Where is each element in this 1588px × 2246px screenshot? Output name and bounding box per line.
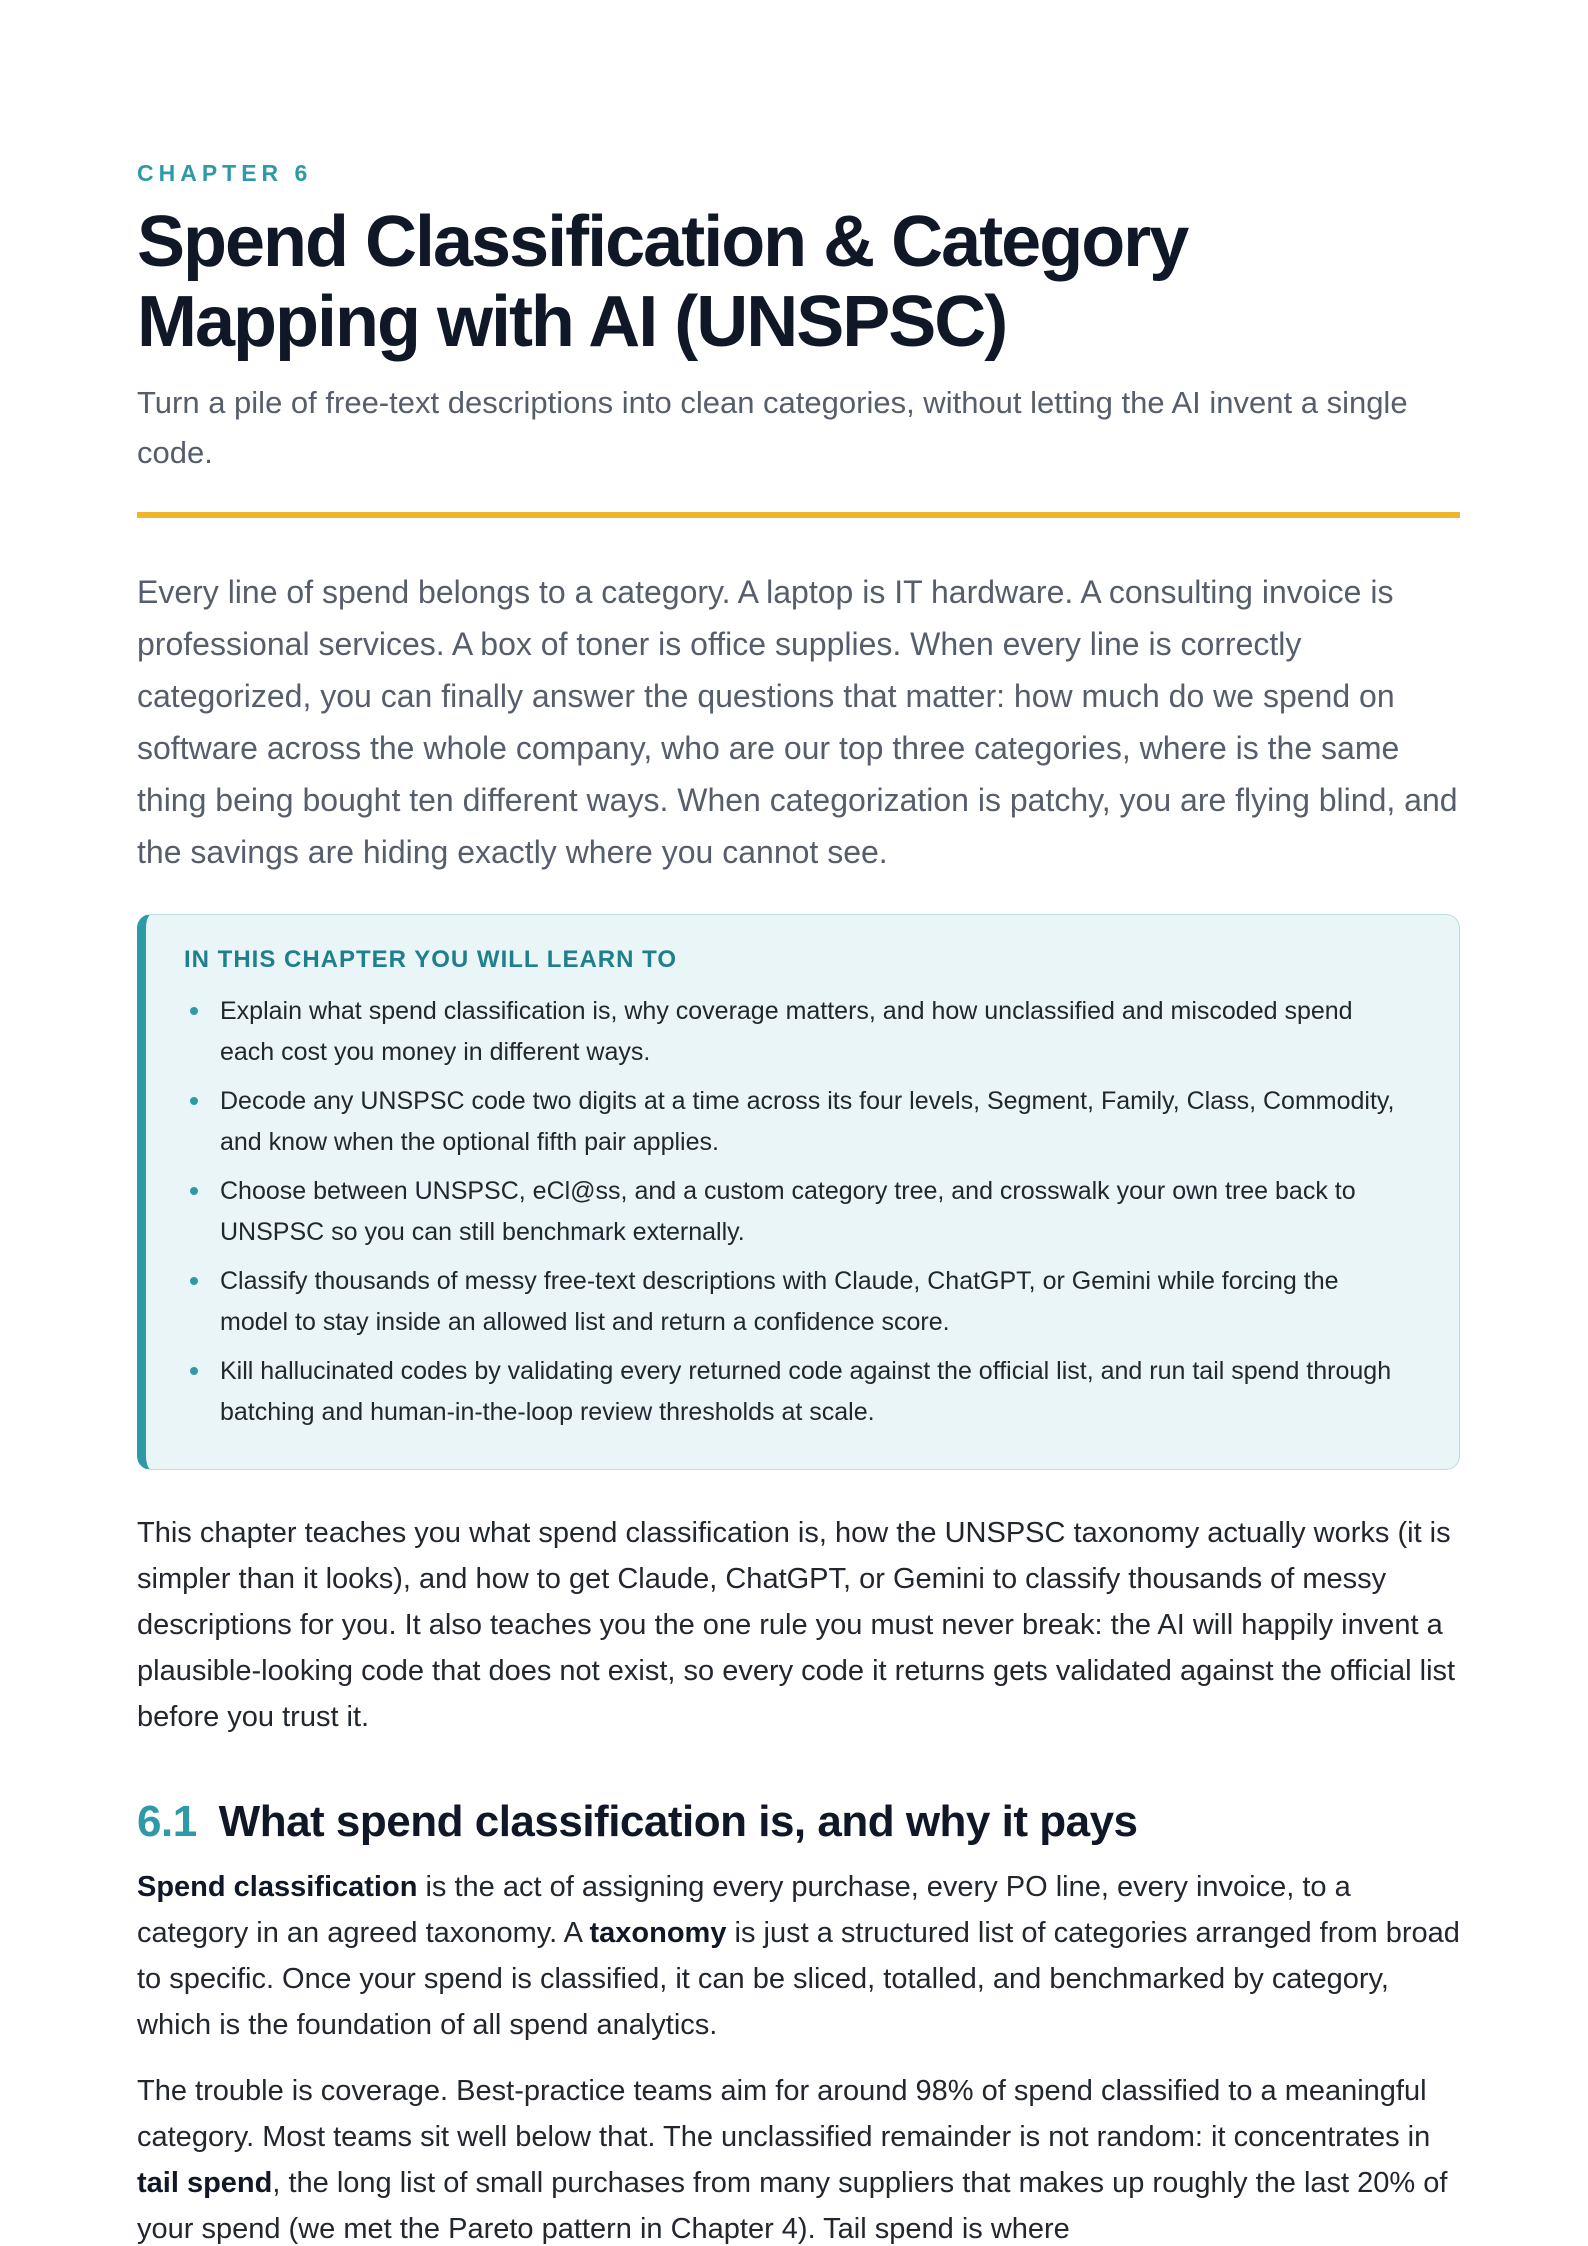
term-taxonomy: taxonomy: [589, 1917, 727, 1949]
objective-text: Classify thousands of messy free-text descriptions with Claude, ChatGPT, or Gemini while forcing the model to stay inside an allowed list and return a confidence score.: [220, 1267, 1339, 1336]
callout-heading: IN THIS CHAPTER YOU WILL LEARN TO: [184, 946, 678, 973]
bullet-icon: [190, 1187, 198, 1195]
term-spend-classification: Spend classification: [137, 1871, 418, 1903]
lead-paragraph: Every line of spend belongs to a category. A laptop is IT hardware. A consulting invoice is professional services. A box of toner is office supplies. When every line is correctly categorized, you can finally answer the questions that matter: how much do we spend on software across the whole company, who are our top three categories, where is the same thing being bought ten different ways. When categorization is patchy, you are flying blind, and the savings are hiding exactly where you cannot see.: [137, 574, 1458, 870]
paragraph-text: is the act of assigning every purchase, every PO line, every invoice, to a category in an agreed taxonomy. A: [137, 1871, 1351, 1949]
bullet-icon: [190, 1277, 198, 1285]
section-number: 6.1: [137, 1797, 197, 1846]
chapter-eyebrow: CHAPTER 6: [137, 160, 313, 186]
objective-item: [184, 1261, 1405, 1343]
chapter-title: [137, 202, 1460, 362]
bullet-icon: [190, 1097, 198, 1105]
section-paragraph-1: [137, 1864, 1460, 2048]
paragraph-text: The trouble is coverage. Best-practice teams aim for around 98% of spend classified to a meaningful category. Most teams sit well below that. The unclassified remainder is not random: it concentrates in: [137, 2075, 1431, 2153]
objective-text: Kill hallucinated codes by validating every returned code against the official list, and run tail spend through batching and human-in-the-loop review thresholds at scale.: [220, 1357, 1392, 1426]
title-divider: [137, 512, 1460, 518]
chapter-title-line-1: Spend Classification & Category: [137, 202, 1188, 282]
objective-item: [184, 1351, 1405, 1433]
objective-item: [184, 1081, 1405, 1163]
section-heading: [137, 1794, 1460, 1850]
paragraph-text: , the long list of small purchases from many suppliers that makes up roughly the last 20% of your spend (we met the Pareto pattern in Chapter 4). Tail spend is where: [137, 2167, 1448, 2245]
objective-item: [184, 991, 1405, 1073]
section-title: What spend classification is, and why it pays: [218, 1797, 1138, 1846]
objective-text: Choose between UNSPSC, eCl@ss, and a custom category tree, and crosswalk your own tree back to UNSPSC so you can still benchmark externally.: [220, 1177, 1356, 1246]
intro-paragraph: This chapter teaches you what spend classification is, how the UNSPSC taxonomy actually works (it is simpler than it looks), and how to get Claude, ChatGPT, or Gemini to classify thousands of messy descriptions for you. It also teaches you the one rule you must never break: the AI will happily invent a plausible-looking code that does not exist, so every code it returns gets validated against the official list before you trust it.: [137, 1517, 1456, 1733]
paragraph-text: is just a structured list of categories arranged from broad to specific. Once your spend is classified, it can be sliced, totalled, and benchmarked by category, which is the foundation of all spend analytics.: [137, 1917, 1460, 2041]
objective-text: Decode any UNSPSC code two digits at a time across its four levels, Segment, Family, Class, Commodity, and know when the optional fifth pair applies.: [220, 1087, 1395, 1156]
objective-text: Explain what spend classification is, why coverage matters, and how unclassified and miscoded spend each cost you money in different ways.: [220, 997, 1353, 1066]
bullet-icon: [190, 1007, 198, 1015]
learning-objectives-callout: [137, 914, 1460, 1470]
chapter-subtitle: Turn a pile of free-text descriptions into clean categories, without letting the AI invent a single code.: [137, 385, 1408, 470]
term-tail-spend: tail spend: [137, 2167, 273, 2199]
section-paragraph-2: [137, 2068, 1460, 2246]
bullet-icon: [190, 1367, 198, 1375]
chapter-title-line-2: Mapping with AI (UNSPSC): [137, 282, 1007, 362]
objective-item: [184, 1171, 1405, 1253]
objectives-list: [184, 991, 1405, 1433]
